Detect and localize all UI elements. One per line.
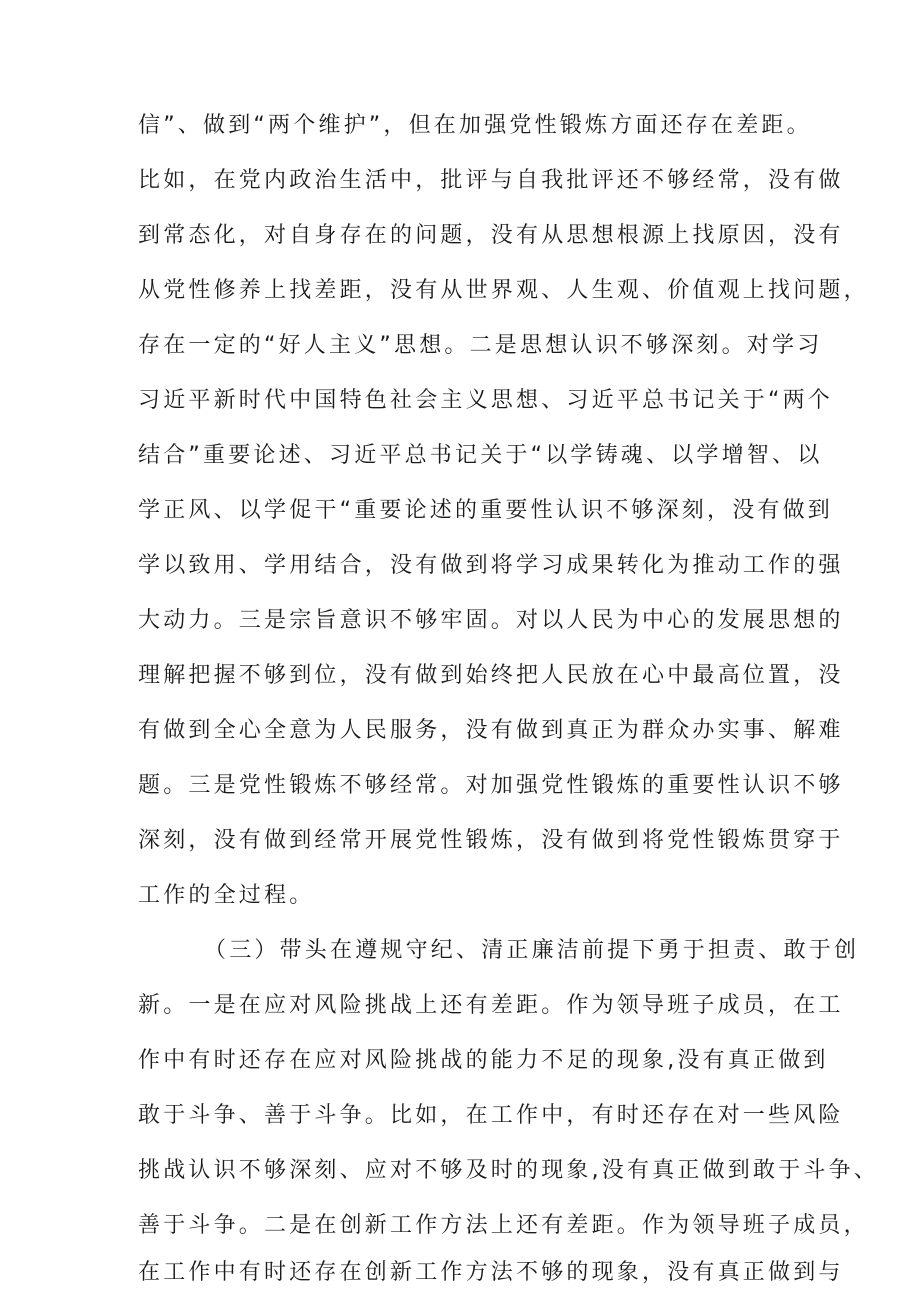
text-line: 大动力。三是宗旨意识不够牢固。对以人民为中心的发展思想的: [138, 608, 844, 633]
text-line: 存在一定的“好人主义”思想。二是思想认识不够深刻。对学习: [138, 333, 823, 358]
text-line: 有做到全心全意为人民服务，没有做到真正为群众办实事、解难: [138, 718, 844, 743]
text-line: 挑战认识不够深刻、应对不够及时的现象,没有真正做到敢于斗争、: [138, 1158, 879, 1183]
text-line: 新。一是在应对风险挑战上还有差距。作为领导班子成员，在工: [138, 993, 844, 1018]
text-line: 习近平新时代中国特色社会主义思想、习近平总书记关于“两个: [138, 388, 833, 413]
text-line: 从党性修养上找差距，没有从世界观、人生观、价值观上找问题，: [138, 278, 869, 303]
text-line: 作中有时还存在应对风险挑战的能力不足的现象,没有真正做到: [138, 1048, 829, 1073]
text-line: 理解把握不够到位，没有做到始终把人民放在心中最高位置，没: [138, 663, 844, 688]
section-heading-line: （三）带头在遵规守纪、清正廉洁前提下勇于担责、敢于创: [204, 938, 860, 963]
text-line: 敢于斗争、善于斗争。比如，在工作中，有时还存在对一些风险: [138, 1103, 844, 1128]
text-line: 学正风、以学促干“重要论述的重要性认识不够深刻，没有做到: [138, 498, 833, 523]
text-line: 比如，在党内政治生活中，批评与自我批评还不够经常，没有做: [138, 168, 844, 193]
text-line: 结合”重要论述、习近平总书记关于“以学铸魂、以学增智、以: [138, 443, 823, 468]
text-line: 学以致用、学用结合，没有做到将学习成果转化为推动工作的强: [138, 553, 844, 578]
text-line: 到常态化，对自身存在的问题，没有从思想根源上找原因，没有: [138, 223, 844, 248]
text-line: 工作的全过程。: [138, 883, 315, 908]
text-line: 题。三是党性锻炼不够经常。对加强党性锻炼的重要性认识不够: [138, 773, 844, 798]
text-line: 在工作中有时还存在创新工作方法不够的现象，没有真正做到与: [138, 1260, 844, 1285]
text-line: 深刻，没有做到经常开展党性锻炼，没有做到将党性锻炼贯穿于: [138, 828, 844, 853]
text-line: 信”、做到“两个维护”，但在加强党性锻炼方面还存在差距。: [138, 113, 812, 138]
text-line: 善于斗争。二是在创新工作方法上还有差距。作为领导班子成员，: [138, 1213, 869, 1238]
